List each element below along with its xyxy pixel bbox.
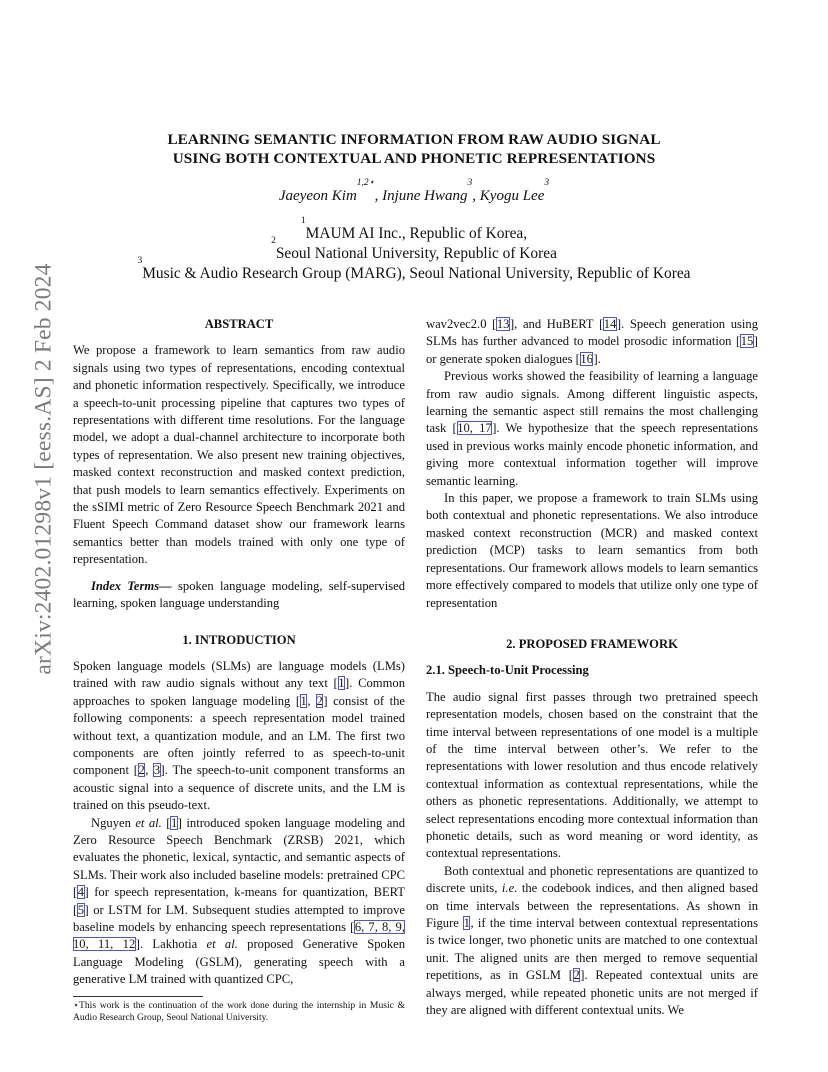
paper-title bbox=[100, 130, 728, 168]
et-al: et al. bbox=[206, 937, 238, 952]
text-run: ], and HuBERT [ bbox=[509, 317, 604, 331]
right-column bbox=[426, 316, 758, 1019]
section-2-heading: 2. PROPOSED FRAMEWORK bbox=[506, 636, 678, 651]
index-terms-text: spoken language modeling, self-supervised learning, spoken language understanding bbox=[73, 578, 406, 611]
affiliation-1 bbox=[90, 216, 738, 244]
subsection-2-1-heading: 2.1. Speech-to-Unit Processing bbox=[426, 663, 589, 678]
citation-link[interactable]: 15 bbox=[740, 334, 754, 349]
text-run: ] or generate spoken dialogues [ bbox=[426, 334, 758, 366]
author-2: Injune Hwang bbox=[382, 188, 468, 204]
citation-link[interactable]: 3 bbox=[153, 763, 161, 778]
index-terms-label: Index Terms— bbox=[91, 578, 172, 593]
affiliation-text: MAUM AI Inc., Republic of Korea, bbox=[305, 225, 528, 242]
text-run: Nguyen bbox=[91, 815, 136, 830]
author-3-sup: 3 bbox=[544, 178, 550, 188]
author-sep: , bbox=[374, 188, 383, 204]
section-1-heading: 1. INTRODUCTION bbox=[182, 632, 296, 647]
text-run: ] for speech representation, k-means for quantization, BERT [ bbox=[73, 885, 405, 917]
text-run: ] consist of the following components: a speech representation model trained without text, a quantization module, and an LM. The first two components are often jointly referred to as speech-to-unit component [ bbox=[73, 693, 406, 778]
citation-link[interactable]: 16 bbox=[580, 351, 593, 366]
affiliation-2 bbox=[90, 236, 738, 264]
text-run: ]. bbox=[593, 351, 601, 366]
text-run: . the codebook indices, and then aligned based on time intervals between the representations. As shown in Figure bbox=[426, 881, 758, 930]
title-line-1: LEARNING SEMANTIC INFORMATION FROM RAW AUDIO SIGNAL bbox=[167, 131, 661, 148]
left-column bbox=[73, 316, 405, 1025]
author-2-sup: 3 bbox=[467, 178, 473, 188]
citation-link[interactable]: 1 bbox=[300, 693, 307, 708]
et-al: et al. bbox=[135, 815, 162, 830]
right-paragraph-1 bbox=[426, 368, 758, 490]
affiliation-sup: 2 bbox=[271, 236, 276, 246]
affiliation-sup: 3 bbox=[137, 256, 143, 266]
citation-link[interactable]: 4 bbox=[77, 885, 84, 900]
text-run: Previous works showed the feasibility of learning a language from raw audio signals. Among different linguistic aspects, learning the semantic aspect still remains the most challenging task [ bbox=[426, 369, 758, 436]
arxiv-stamp bbox=[24, 263, 64, 675]
index-terms bbox=[73, 578, 405, 613]
abstract-body: We propose a framework to learn semantics from raw audio signals using two types of representations, encoding contextual and phonetic information respectively. Specifically, we introduce a speech-to-unit processing pipeline that captures two types of representations with different time resolutions. For the language model, we adopt a dual-channel architecture to incorporate both types of representation. We also present new training objectives, masked context reconstruction and masked context prediction, that push models to learn semantics effectively. Experiments on the sSIMI metric of Zero Resource Speech Benchmark 2021 and Fluent Speech Command dataset show our framework learns semantics better than models trained with only one type of representation. bbox=[73, 343, 405, 567]
text-run: ] or LSTM for LM. Subsequent studies attempted to improve baseline models by enhancing speech representations [ bbox=[73, 902, 405, 934]
footnote-rule bbox=[73, 996, 203, 997]
affiliation-3 bbox=[90, 256, 738, 284]
text-run: , bbox=[307, 693, 317, 708]
citation-link[interactable]: 6, 7, 8, 9, 10, 11, 12 bbox=[73, 920, 405, 952]
arxiv-stamp-text: arXiv:2402.01298v1 [eess.AS] 2 Feb 2024 bbox=[30, 263, 57, 675]
affiliation-text: Music & Audio Research Group (MARG), Seoul National University, Republic of Korea bbox=[142, 265, 691, 282]
text-run: wav2vec2.0 [ bbox=[426, 317, 497, 331]
citation-link[interactable]: 14 bbox=[603, 317, 617, 331]
citation-link[interactable]: 5 bbox=[77, 902, 84, 917]
text-run: ] introduced spoken language modeling and Zero Resource Speech Benchmark (ZRSB) 2021, which evaluates the phonetic, lexical, syntactic, and semantic aspects of SLMs. Their work also included baseline models: pretrained CPC [ bbox=[73, 815, 405, 900]
text-run: ]. Repeated contextual units are always merged, while repeated phonetic units are not merged if they are aligned with different contextual units. We bbox=[426, 968, 758, 1018]
right-paragraph-4 bbox=[426, 863, 758, 1020]
citation-link[interactable]: 2 bbox=[573, 968, 580, 983]
author-1-sup: 1,2⋆ bbox=[356, 178, 375, 188]
text-run: ]. We hypothesize that the speech representations used in previous works mainly encode phonetic information, and giving more contextual information together will improve semantic learning. bbox=[426, 421, 758, 488]
ie-abbrev: i.e bbox=[501, 881, 515, 896]
right-paragraph-3: The audio signal first passes through two pretrained speech representation models, chosen based on the constraint that the time interval between representations of one model is a multiple of the time interval between other’s. We refer to the representations with lower resolution and thus encode relatively contextual information as contextual representations, while the others as phonetic representations. Additionally, we attempt to select representations encoding more contextual information than phonetic details, such as word meaning or word identity, as contextual representations. bbox=[426, 689, 758, 861]
text-run: , if the time interval between contextual representations is twice longer, two phonetic units are matched to one contextual unit. The aligned units are then merged to remove sequential repetitions, as in GSLM [ bbox=[426, 916, 759, 983]
text-run: ]. Common approaches to spoken language modeling [ bbox=[73, 676, 405, 708]
title-line-2: USING BOTH CONTEXTUAL AND PHONETIC REPRESENTATIONS bbox=[172, 150, 656, 167]
citation-link[interactable]: 2 bbox=[316, 693, 323, 708]
text-run: ]. Speech generation using SLMs has further advanced to model prosodic information [ bbox=[426, 317, 758, 349]
intro-paragraph-2 bbox=[73, 815, 405, 989]
affiliations bbox=[90, 216, 738, 284]
footnote: ⋆This work is the continuation of the work done during the internship in Music & Audio Research Group, Seoul National University. bbox=[73, 999, 405, 1024]
intro-paragraph-1 bbox=[73, 658, 405, 815]
citation-link[interactable]: 1 bbox=[170, 815, 178, 830]
text-run: ]. Lakhotia bbox=[135, 937, 207, 952]
citation-link[interactable]: 2 bbox=[138, 763, 145, 778]
citation-link[interactable]: 1 bbox=[338, 676, 345, 691]
text-run: [ bbox=[161, 815, 171, 830]
author-1: Jaeyeon Kim bbox=[278, 188, 357, 204]
text-run: Both contextual and phonetic representations are quantized to discrete units, bbox=[426, 863, 758, 896]
text-run: , bbox=[145, 763, 154, 778]
text-run: proposed Generative Spoken Language Modeling (GSLM), generating speech with a generative LM trained with quantized CPC, bbox=[73, 937, 405, 987]
right-paragraph-0 bbox=[426, 316, 758, 368]
text-run: Spoken language models (SLMs) are language models (LMs) trained with raw audio signals without any text [ bbox=[73, 658, 405, 691]
citation-link[interactable]: 10, 17 bbox=[457, 421, 492, 436]
author-list bbox=[100, 178, 728, 206]
affiliation-sup: 1 bbox=[300, 216, 306, 226]
abstract-heading: ABSTRACT bbox=[204, 317, 274, 331]
citation-link[interactable]: 13 bbox=[496, 317, 510, 331]
author-3: Kyogu Lee bbox=[479, 188, 545, 204]
right-paragraph-2: In this paper, we propose a framework to train SLMs using both contextual and phonetic representations. We also introduce masked context reconstruction (MCR) and masked context prediction (MCP) tasks to learn semantics from both representations. Our framework allows models to learn semantics more effectively compared to models that utilize only one type of representation bbox=[426, 491, 758, 610]
author-sep: , bbox=[472, 188, 480, 204]
figure-ref-link[interactable]: 1 bbox=[463, 916, 470, 930]
affiliation-text: Seoul National University, Republic of Korea bbox=[275, 245, 557, 262]
text-run: ]. The speech-to-unit component transforms an acoustic signal into a sequence of discrete units, and the LM is trained on this pseudo-text. bbox=[73, 763, 406, 813]
